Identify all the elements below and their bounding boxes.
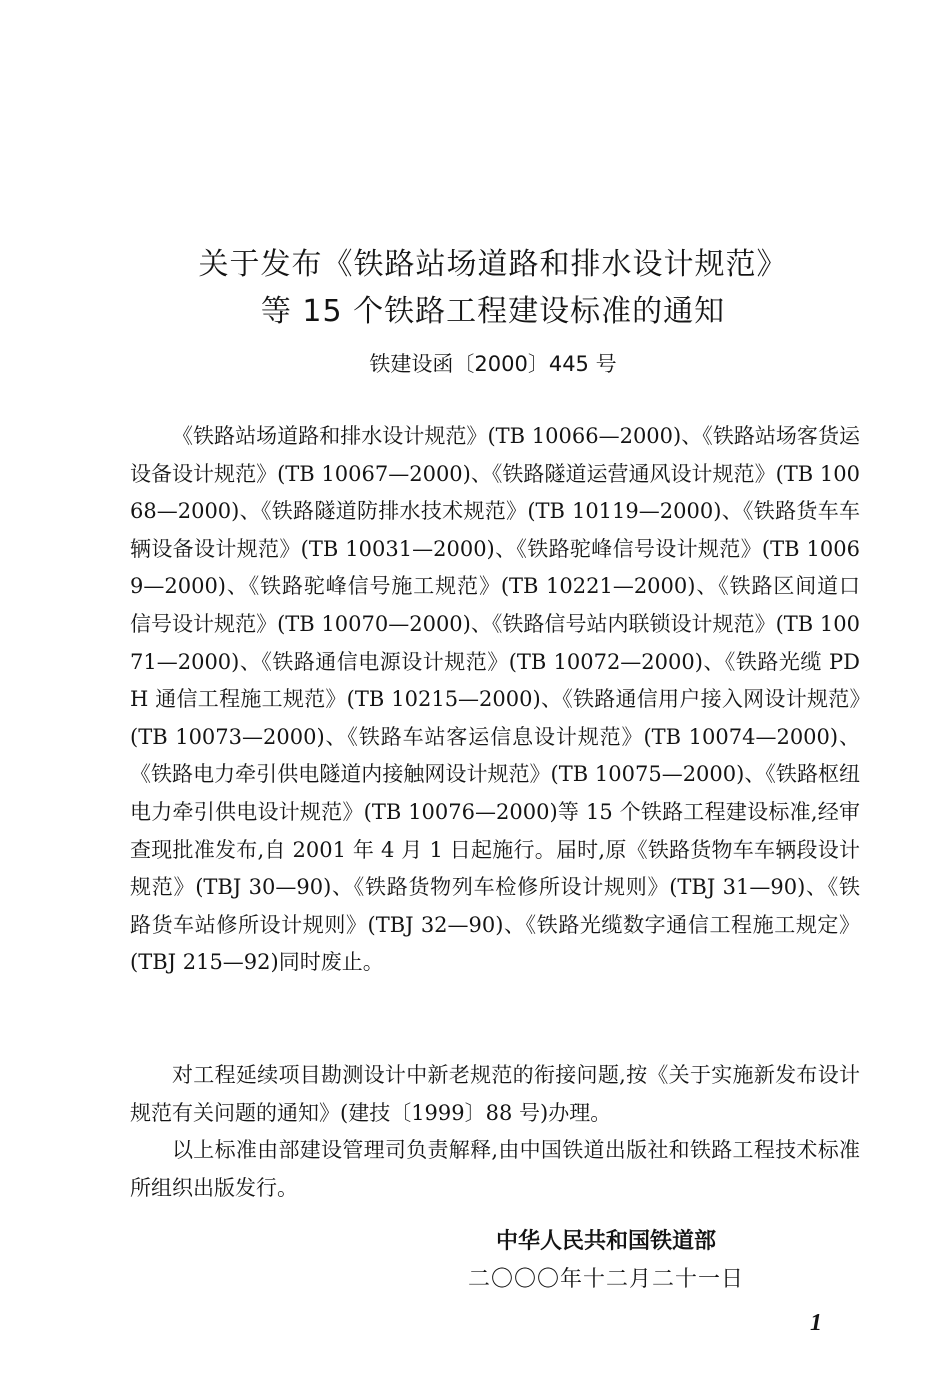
body-paragraph-standards-list: 《铁路站场道路和排水设计规范》(TB 10066—2000)、《铁路站场客货运设备设计规范》(TB 10067—2000)、《铁路隧道运营通风设计规范》(TB 10068—2000)、《铁路隧道防排水技术规范》(TB 10119—2000)、《铁路货车车辆设备设计规范》(TB 10031—2000)、《铁路驼峰信号设计规范》(TB 10069—2000)、《铁路驼峰信号施工规范》(TB 10221—2000)、《铁路区间道口信号设计规范》(TB 10070—2000)、《铁路信号站内联锁设计规范》(TB 10071—2000)、《铁路通信电源设计规范》(TB 10072—2000)、《铁路光缆 PDH 通信工程施工规范》(TB 10215—2000)、《铁路通信用户接入网设计规范》(TB 10073—2000)、《铁路车站客运信息设计规范》(TB 10074—2000)、《铁路电力牵引供电隧道内接触网设计规范》(TB 10075—2000)、《铁路枢纽电力牵引供电设计规范》(TB 10076—2000)等 15 个铁路工程建设标准,经审查现批准发布,自 2001 年 4 月 1 日起施行。届时,原《铁路货物车车辆段设计规范》(TBJ 30—90)、《铁路货物列车检修所设计规则》(TBJ 31—90)、《铁路货车站修所设计规则》(TBJ 32—90)、《铁路光缆数字通信工程施工规定》(TBJ 215—92)同时废止。 (130, 424, 860, 975)
issue-date: 二〇〇〇年十二月二十一日 (468, 1267, 745, 1292)
notice-title-line-2: 等 15 个铁路工程建设标准的通知 (260, 294, 726, 329)
notice-title-line-1: 关于发布《铁路站场道路和排水设计规范》 (198, 247, 788, 282)
document-number: 铁建设函〔2000〕445 号 (369, 352, 617, 376)
issuing-authority: 中华人民共和国铁道部 (496, 1229, 717, 1254)
page-number: 1 (810, 1310, 822, 1336)
body-paragraph-interpretation: 以上标准由部建设管理司负责解释,由中国铁道出版社和铁路工程技术标准所组织出版发行。 (130, 1138, 860, 1200)
body-paragraph-transition: 对工程延续项目勘测设计中新老规范的衔接问题,按《关于实施新发布设计规范有关问题的通知》(建技〔1999〕88 号)办理。 (130, 1063, 860, 1125)
